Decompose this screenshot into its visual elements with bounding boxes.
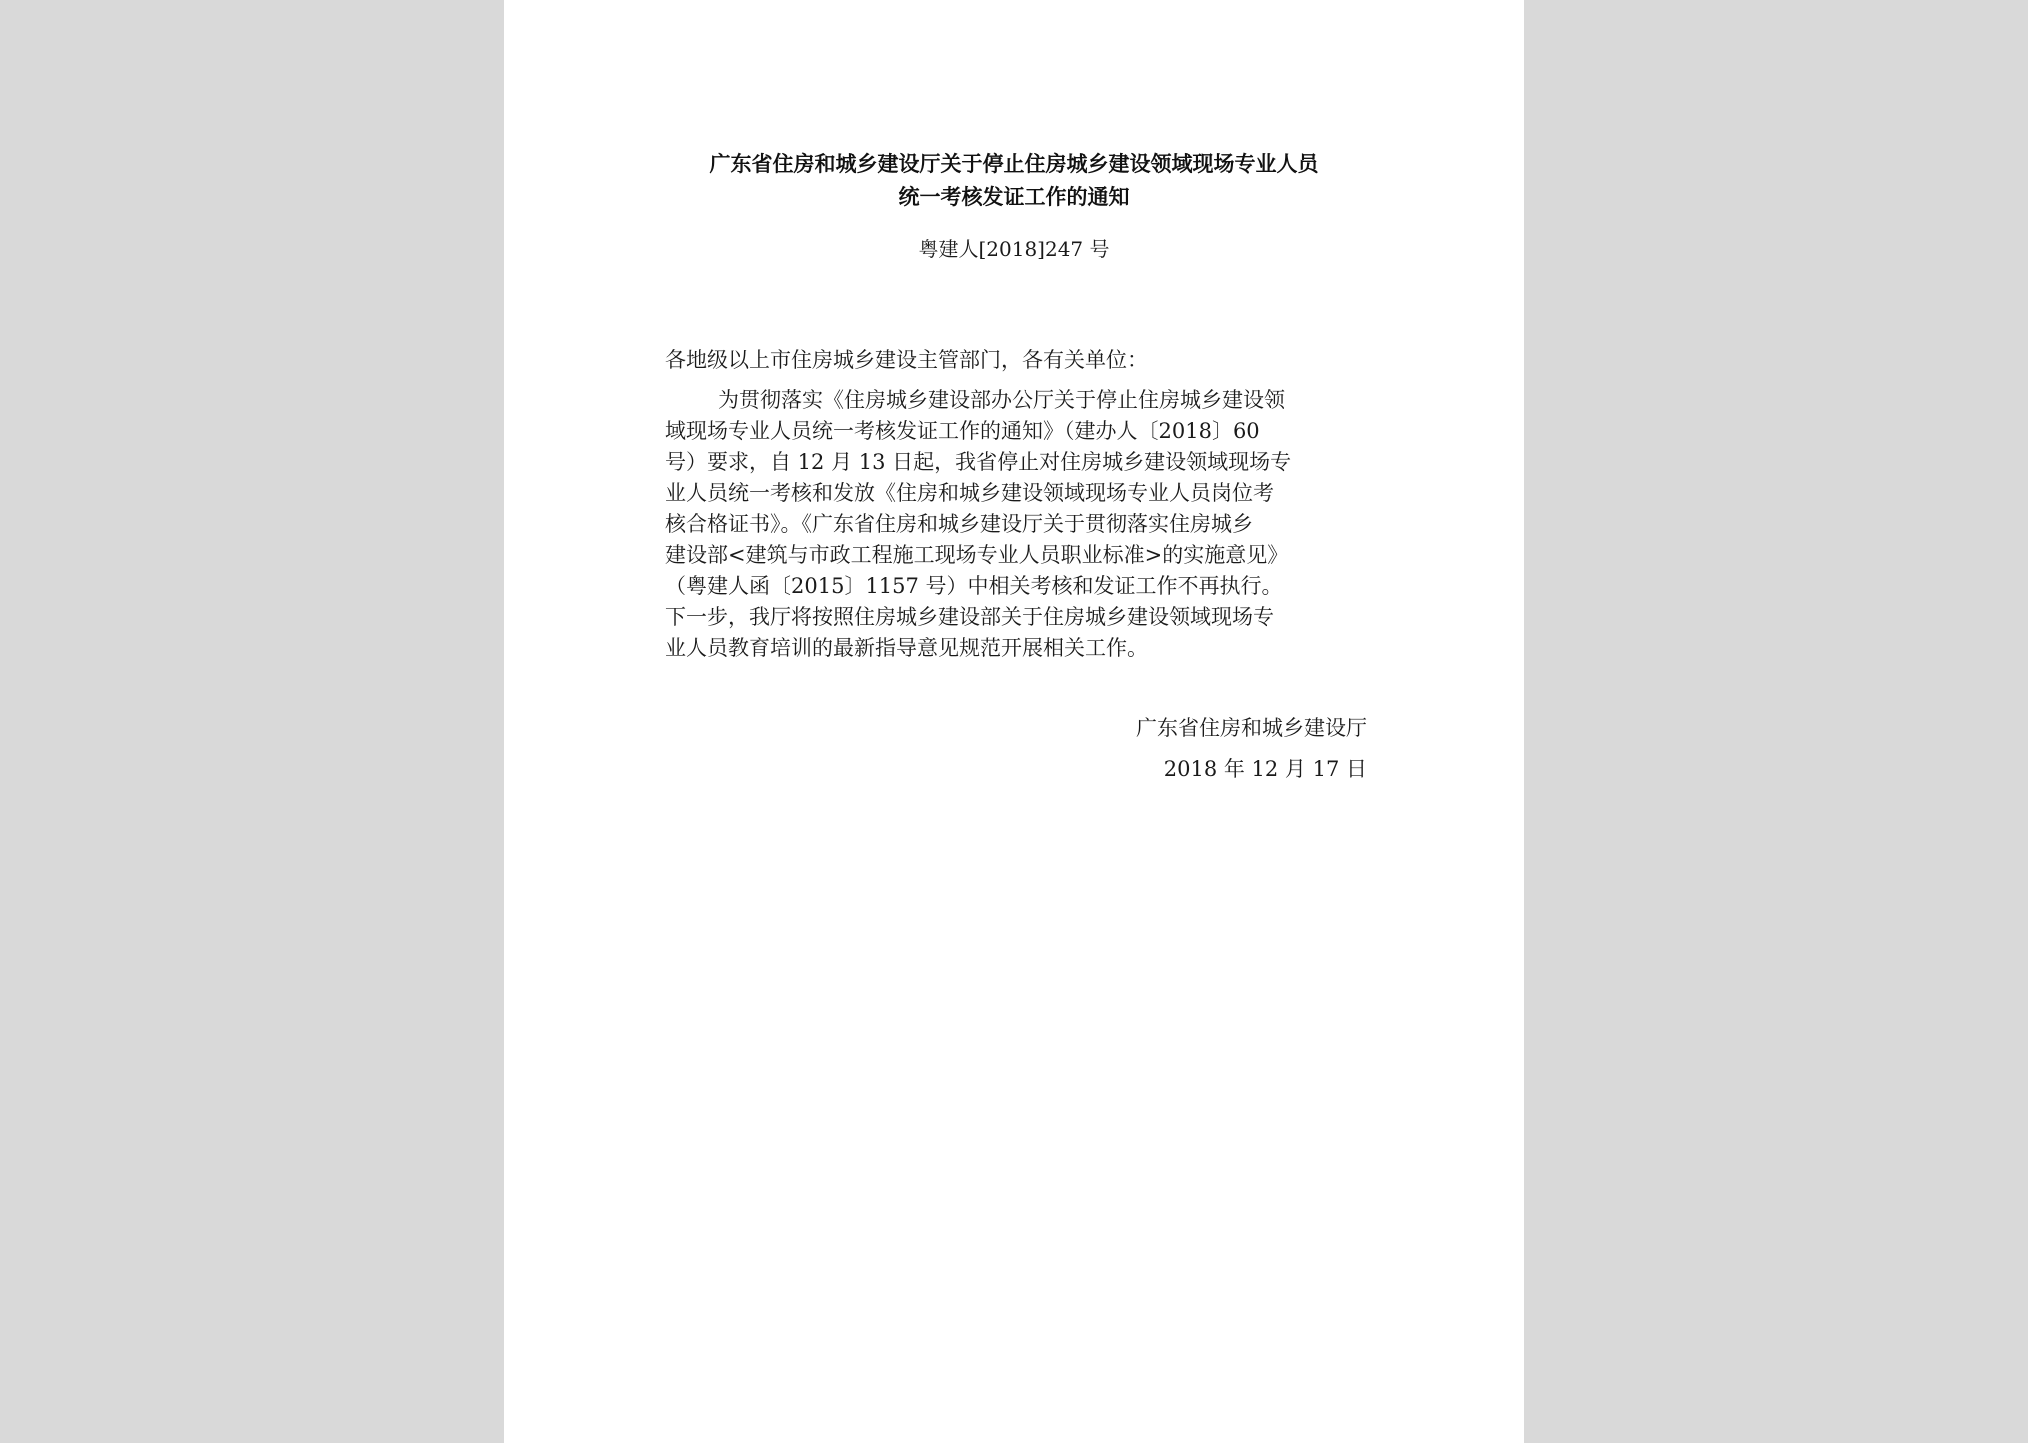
- body-line: 核合格证书》。《广东省住房和城乡建设厅关于贯彻落实住房城乡: [665, 512, 1253, 536]
- document-title: [504, 148, 1524, 214]
- body-line: 建设部<建筑与市政工程施工现场专业人员职业标准>的实施意见》: [665, 543, 1289, 567]
- title-line: 统一考核发证工作的通知: [898, 185, 1130, 209]
- issuer-signature: 广东省住房和城乡建设厅: [1136, 716, 1367, 740]
- body-paragraph: [665, 385, 1365, 664]
- body-line: 业人员教育培训的最新指导意见规范开展相关工作。: [665, 636, 1148, 660]
- addressee: 各地级以上市住房城乡建设主管部门，各有关单位：: [665, 348, 1148, 372]
- body-line: 域现场专业人员统一考核发证工作的通知》（建办人〔2018〕60: [665, 419, 1260, 443]
- document-number: 粤建人[2018]247 号: [918, 237, 1110, 261]
- body-line: 下一步，我厅将按照住房城乡建设部关于住房城乡建设领域现场专: [665, 605, 1274, 629]
- title-line: 广东省住房和城乡建设厅关于停止住房城乡建设领域现场专业人员: [709, 152, 1319, 176]
- body-line: （粤建人函〔2015〕1157 号）中相关考核和发证工作不再执行。: [665, 574, 1283, 598]
- body-line: 号）要求，自 12 月 13 日起，我省停止对住房城乡建设领域现场专: [665, 450, 1292, 474]
- body-line: 为贯彻落实《住房城乡建设部办公厅关于停止住房城乡建设领: [718, 388, 1285, 412]
- issue-date: 2018 年 12 月 17 日: [1163, 757, 1367, 781]
- body-line: 业人员统一考核和发放《住房和城乡建设领域现场专业人员岗位考: [665, 481, 1274, 505]
- document-page: [504, 0, 1524, 1443]
